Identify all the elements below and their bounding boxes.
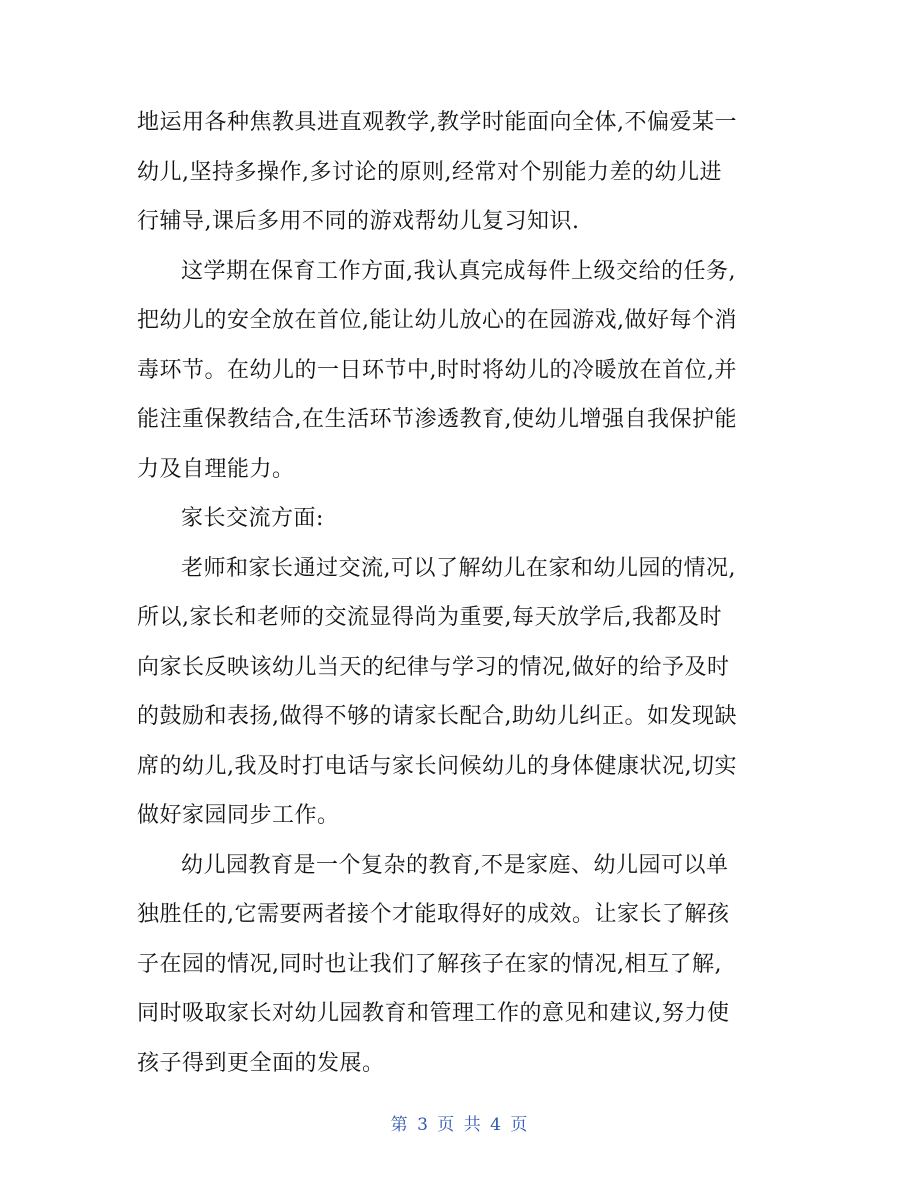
text-line: 向家长反映该幼儿当天的纪律与学习的情况,做好的给予及时 — [137, 654, 730, 680]
paragraph-first-line: 幼儿园教育是一个复杂的教育,不是家庭、幼儿园可以单 — [181, 852, 729, 878]
paragraph-first-line: 老师和家长通过交流,可以了解幼儿在家和幼儿园的情况, — [181, 555, 736, 581]
text-line: 同时吸取家长对幼儿园教育和管理工作的意见和建议,努力使 — [137, 1001, 730, 1026]
text-line: 把幼儿的安全放在首位,能让幼儿放心的在园游戏,做好每个消 — [137, 308, 737, 333]
text-line: 做好家园同步工作。 — [137, 803, 340, 828]
text-line: 独胜任的,它需要两者接个才能取得好的成效。让家长了解孩 — [137, 902, 730, 927]
document-body — [137, 98, 787, 1088]
text-line: 所以,家长和老师的交流显得尚为重要,每天放学后,我都及时 — [137, 605, 722, 630]
text-line: 幼儿,坚持多操作,多讨论的原则,经常对个别能力差的幼儿进 — [137, 159, 722, 185]
paragraph-first-line: 这学期在保育工作方面,我认真完成每件上级交给的任务, — [181, 258, 736, 284]
text-line: 的鼓励和表扬,做得不够的请家长配合,助幼儿纠正。如发现缺 — [137, 704, 737, 729]
text-line: 席的幼儿,我及时打电话与家长问候幼儿的身体健康状况,切实 — [137, 753, 737, 779]
text-line: 力及自理能力。 — [137, 456, 295, 482]
text-line: 子在园的情况,同时也让我们了解孩子在家的情况,相互了解, — [137, 951, 722, 977]
text-line: 毒环节。在幼儿的一日环节中,时时将幼儿的冷暖放在首位,并 — [137, 357, 737, 383]
text-line: 行辅导,课后多用不同的游戏帮幼儿复习知识. — [137, 209, 580, 234]
text-line: 地运用各种焦教具进直观教学,教学时能面向全体,不偏爱某一 — [137, 110, 737, 135]
text-line: 孩子得到更全面的发展。 — [137, 1050, 385, 1076]
section-heading: 家长交流方面: — [181, 506, 324, 531]
text-line: 能注重保教结合,在生活环节渗透教育,使幼儿增强自我保护能 — [137, 407, 737, 432]
page-number-footer: 第 3 页 共 4 页 — [390, 1115, 530, 1135]
